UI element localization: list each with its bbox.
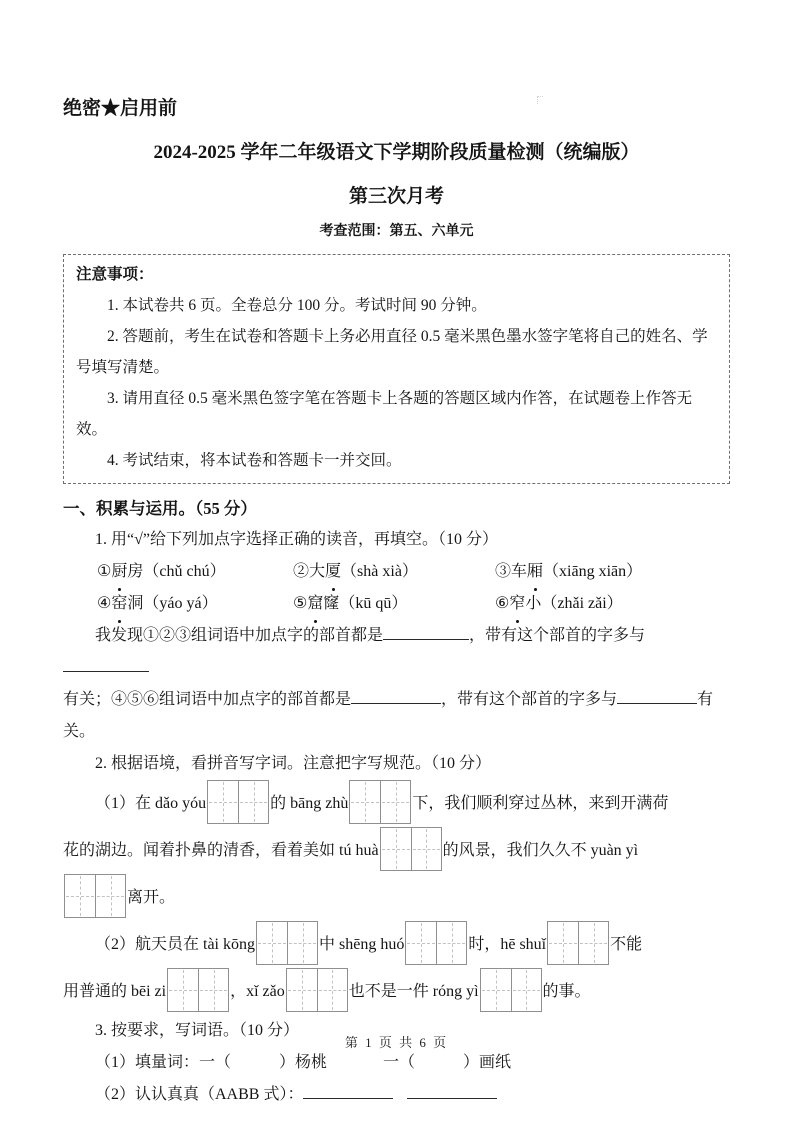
sentence-text: 用普通的 bēi zi [63, 983, 167, 1000]
q1-row-2 [63, 588, 730, 620]
q2-part2-line-2 [63, 968, 730, 1015]
pinyin-writing-box[interactable] [547, 921, 609, 965]
page-number: 第 1 页 共 6 页 [344, 1035, 449, 1050]
pinyin-writing-box[interactable] [480, 968, 542, 1012]
dotted-char: 窟 [307, 588, 323, 620]
q2-part1-line-1 [63, 780, 730, 827]
pinyin-writing-box[interactable] [207, 780, 269, 824]
sentence-text: 中 shēng huó [319, 936, 405, 953]
writing-cell [287, 922, 317, 964]
pinyin-options[interactable]: （yáo yá） [143, 595, 218, 612]
writing-cell [65, 875, 95, 917]
pinyin-options[interactable]: （zhǎi zǎi） [541, 595, 623, 612]
notice-line: 号填写清楚。 [76, 359, 170, 376]
writing-cell [198, 969, 228, 1011]
fill-text: ，带有这个部首的字多与 [441, 691, 618, 708]
writing-cell [208, 781, 238, 823]
writing-cell [317, 969, 347, 1011]
item-number: ① [97, 563, 112, 580]
fill-text: 我发现①②③组词语中加点字的部首都是 [95, 627, 384, 644]
word-post: 小 [525, 595, 542, 612]
writing-cell [95, 875, 125, 917]
writing-cell [168, 969, 198, 1011]
writing-cell [481, 969, 511, 1011]
exam-title: 2024-2025 学年二年级语文下学期阶段质量检测（统编版） [153, 142, 640, 163]
item-number: ④ [97, 595, 112, 612]
word-pre: 车 [511, 563, 528, 580]
q2-part1-line-3 [63, 874, 730, 921]
exam-scope: 考查范围：第五、六单元 [319, 224, 474, 239]
word-post: 洞 [127, 595, 144, 612]
q1-item-4 [97, 588, 293, 620]
pinyin-options[interactable]: （chǔ chú） [143, 563, 226, 580]
pinyin-writing-box[interactable] [167, 968, 229, 1012]
fill-blank[interactable] [617, 689, 697, 704]
notice-line: 效。 [76, 421, 108, 438]
q1-fill-line-1 [63, 620, 730, 684]
sentence-text: 离开。 [127, 889, 176, 906]
writing-cell [238, 781, 268, 823]
word-pre: 大 [309, 563, 326, 580]
pinyin-writing-box[interactable] [349, 780, 411, 824]
notice-heading: 注意事项： [76, 266, 154, 283]
exam-subtitle: 第三次月考 [348, 186, 444, 207]
writing-cell [411, 828, 441, 870]
aabb-label: （2）认认真真（AABB 式）： [95, 1086, 304, 1103]
q1-row-1 [63, 556, 730, 588]
notice-box [63, 254, 730, 484]
q2-part1-line-2 [63, 827, 730, 874]
fill-text: 有关；④⑤⑥组词语中加点字的部首都是 [63, 691, 352, 708]
pinyin-writing-box[interactable] [64, 874, 126, 918]
pinyin-options[interactable]: （kū qū） [339, 595, 408, 612]
q3-part2 [63, 1079, 730, 1111]
q3-part1 [63, 1047, 730, 1079]
q1-item-2 [293, 556, 495, 588]
quantifier-item-1[interactable]: （1）填量词：一（ ）杨桃 [95, 1054, 328, 1071]
sentence-text: 下，我们顺利穿过丛林，来到开满荷 [412, 795, 669, 812]
writing-cell [381, 828, 411, 870]
q1-item-6 [495, 588, 730, 620]
writing-cell [287, 969, 317, 1011]
q2-stem: 2. 根据语境，看拼音写字词。注意把字写规范。（10 分） [95, 755, 492, 772]
writing-cell [436, 922, 466, 964]
sentence-text: 的风景，我们久久不 yuàn yì [442, 842, 639, 859]
q1-stem: 1. 用“√”给下列加点字选择正确的读音，再填空。（10 分） [95, 531, 498, 548]
dotted-char: 厢 [527, 556, 543, 588]
q1-item-5 [293, 588, 495, 620]
writing-cell [511, 969, 541, 1011]
sentence-text: 的 bāng zhù [270, 795, 349, 812]
sentence-text: 的事。 [542, 983, 591, 1000]
sentence-text: 时，hē shuǐ [468, 936, 547, 953]
fill-blank[interactable] [351, 689, 441, 704]
pinyin-options[interactable]: （xiāng xiān） [543, 563, 643, 580]
sentence-text: 也不是一件 róng yì [348, 983, 479, 1000]
word-post: 房 [127, 563, 144, 580]
notice-line: 2. 答题前，考生在试卷和答题卡上务必用直径 0.5 毫米黑色墨水签字笔将自己的姓名、学 [107, 328, 708, 345]
fill-blank[interactable] [303, 1084, 393, 1099]
sentence-text: （1）在 dǎo yóu [95, 795, 207, 812]
notice-line: 3. 请用直径 0.5 毫米黑色签字笔在答题卡上各题的答题区域内作答，在试题卷上作答无 [107, 390, 693, 407]
writing-cell [257, 922, 287, 964]
q3-stem: 3. 按要求，写词语。（10 分） [95, 1022, 300, 1039]
pinyin-writing-box[interactable] [405, 921, 467, 965]
q1-item-1 [97, 556, 293, 588]
item-number: ② [293, 563, 310, 580]
fill-blank[interactable] [383, 625, 469, 640]
writing-cell [380, 781, 410, 823]
sentence-text: 不能 [610, 936, 643, 953]
writing-cell [548, 922, 578, 964]
pinyin-writing-box[interactable] [380, 827, 442, 871]
dotted-char: 窑 [111, 588, 127, 620]
pinyin-writing-box[interactable] [286, 968, 348, 1012]
item-number: ⑥ [495, 595, 510, 612]
writing-cell [350, 781, 380, 823]
sentence-text: ，xǐ zǎo [230, 983, 285, 1000]
notice-line: 4. 考试结束，将本试卷和答题卡一并交回。 [107, 452, 402, 469]
writing-cell [406, 922, 436, 964]
fill-text: 有关。 [63, 691, 714, 740]
pinyin-options[interactable]: （shà xià） [341, 563, 418, 580]
word-post: 窿 [323, 595, 340, 612]
dotted-char: 厨 [111, 556, 127, 588]
sentence-text: 花的湖边。闻着扑鼻的清香，看着美如 tú huà [63, 842, 379, 859]
q1-fill-line-2 [63, 684, 730, 748]
q2-part2-line-1 [63, 921, 730, 968]
section-heading: 一、积累与运用。（55 分） [63, 499, 257, 518]
writing-cell [578, 922, 608, 964]
dotted-char: 厦 [325, 556, 341, 588]
fill-blank[interactable] [63, 657, 149, 672]
scan-artifact [537, 96, 543, 104]
q1-item-3 [495, 556, 730, 588]
sentence-text: （2）航天员在 tài kōng [95, 936, 255, 953]
notice-line: 1. 本试卷共 6 页。全卷总分 100 分。考试时间 90 分钟。 [107, 297, 487, 314]
fill-text: ，带有这个部首的字多与 [469, 627, 646, 644]
dotted-char: 窄 [509, 588, 525, 620]
pinyin-writing-box[interactable] [256, 921, 318, 965]
quantifier-item-2[interactable]: 一（ ）画纸 [383, 1054, 512, 1071]
item-number: ③ [495, 563, 512, 580]
item-number: ⑤ [293, 595, 308, 612]
classification-label: 绝密★启用前 [63, 98, 178, 119]
fill-blank[interactable] [407, 1084, 497, 1099]
